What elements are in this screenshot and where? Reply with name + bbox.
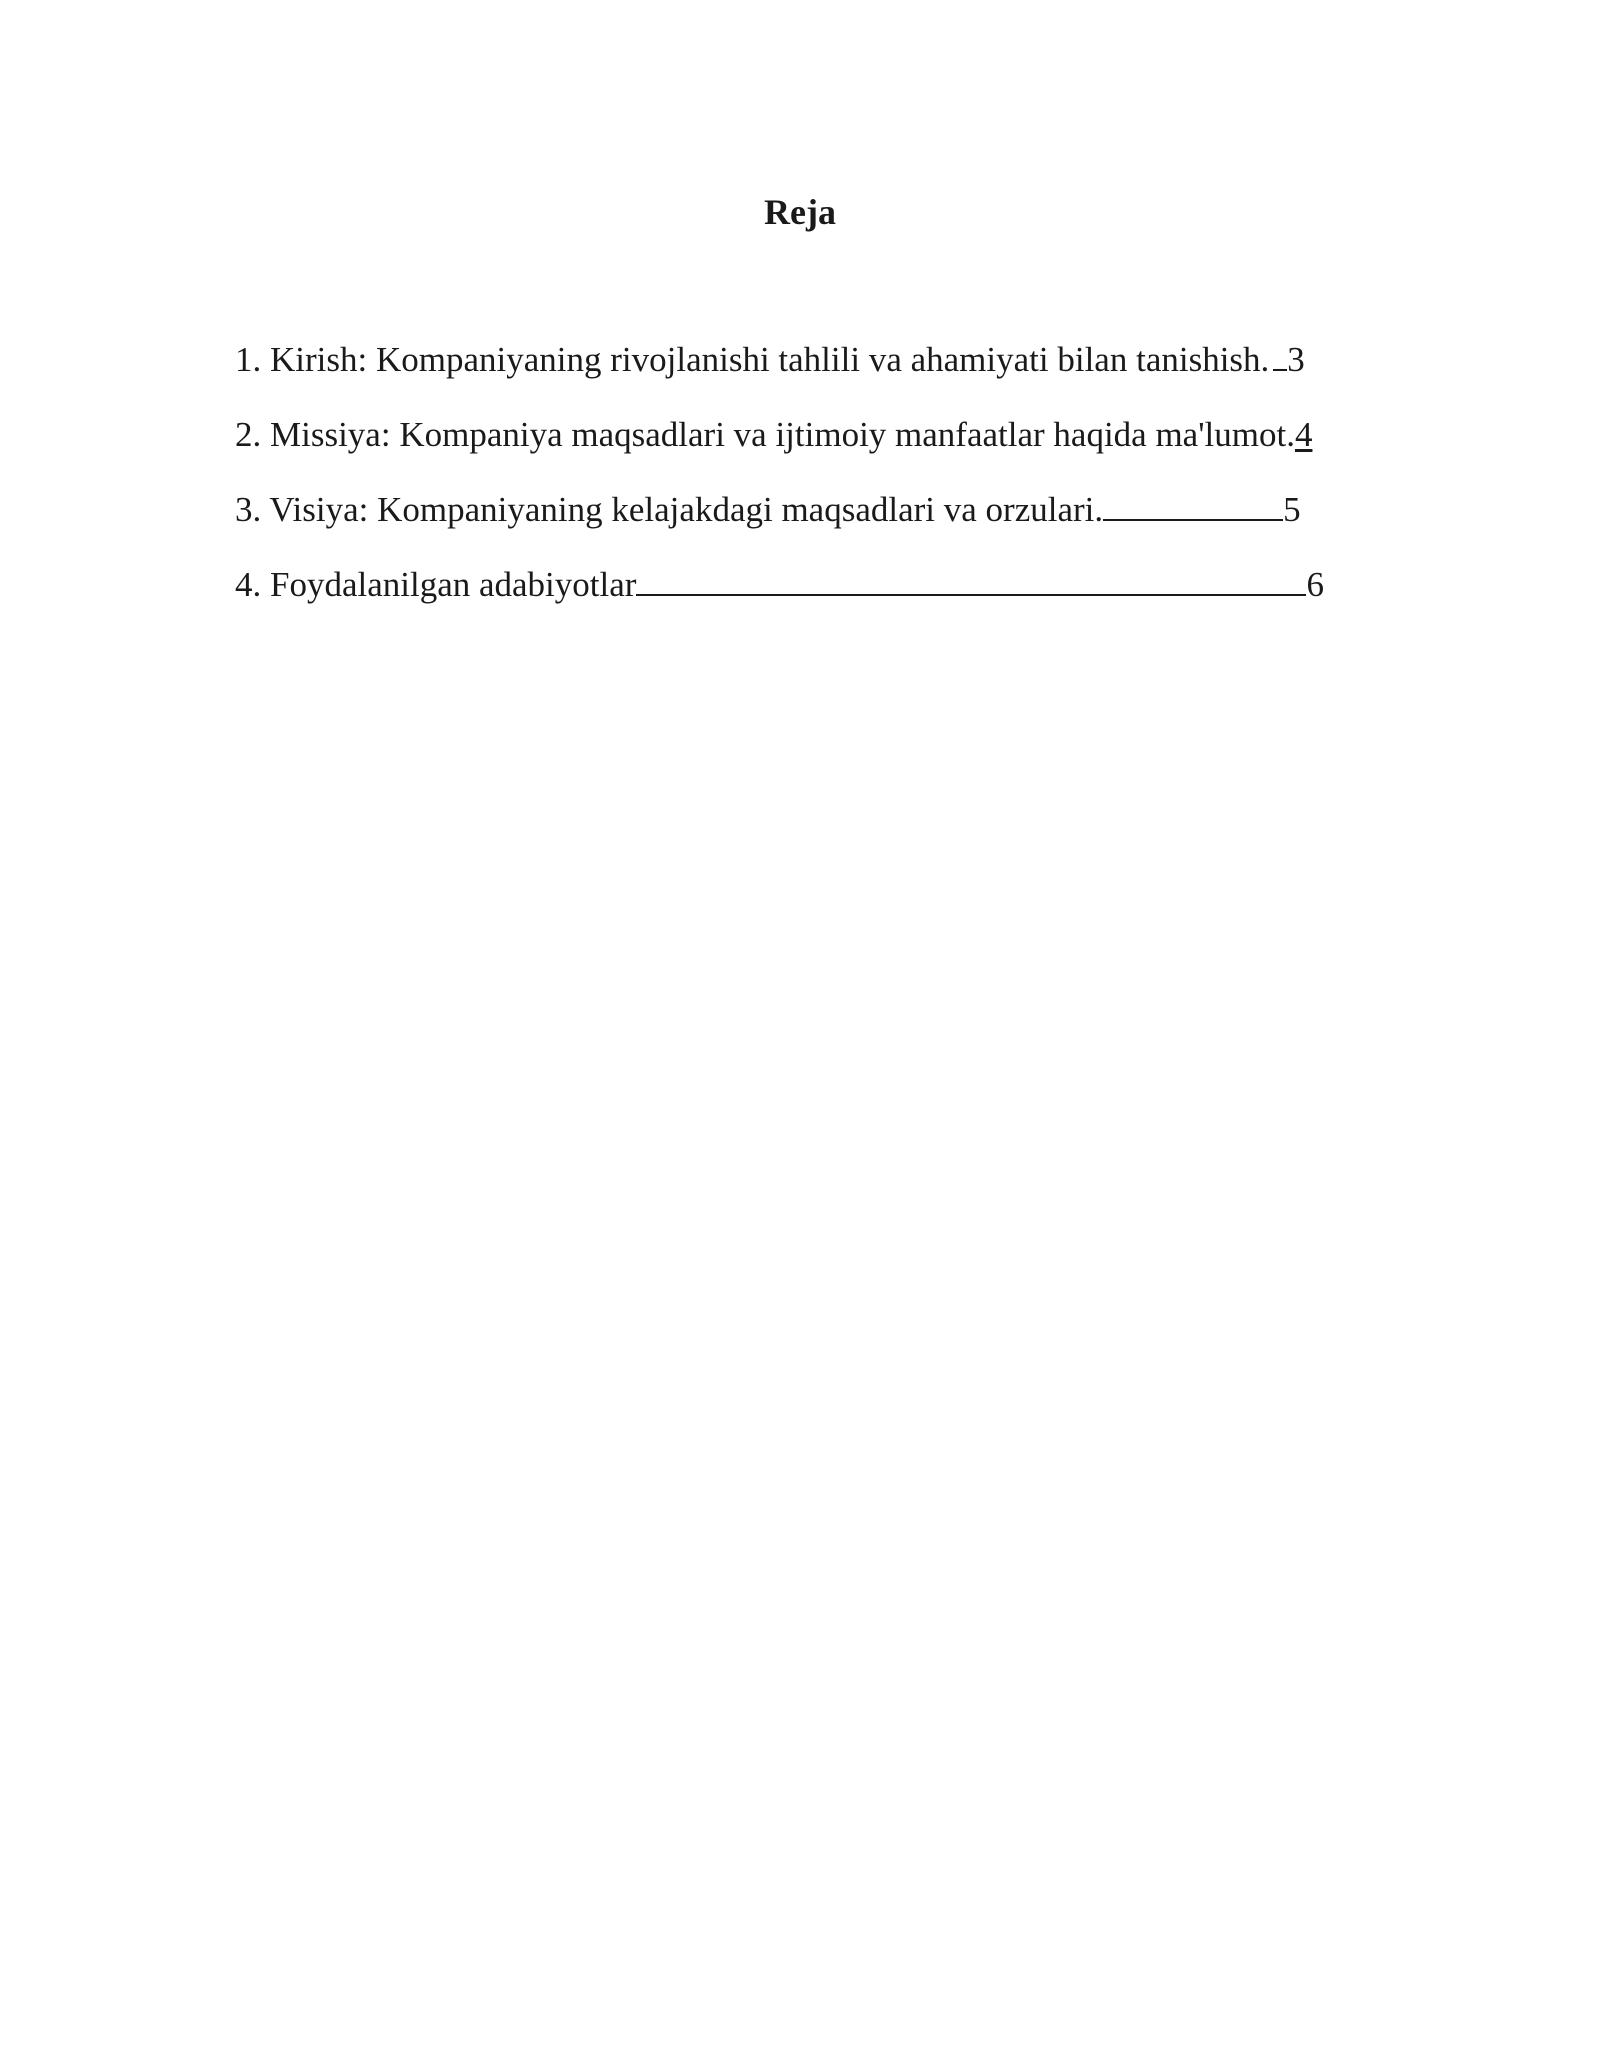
toc-entry xyxy=(235,336,1365,411)
toc-entry-page: 4 xyxy=(1294,415,1313,454)
toc-entry xyxy=(235,486,1365,561)
toc-entry-page: 3 xyxy=(1287,340,1305,379)
toc-entry-text: 4. Foydalanilgan adabiyotlar xyxy=(235,565,637,604)
toc-entry-text: 2. Missiya: Kompaniya maqsadlari va ijtimoiy manfaatlar haqida ma'lumot. xyxy=(235,415,1295,454)
toc-leader-line xyxy=(636,594,1306,596)
toc-entry-text: 3. Visiya: Kompaniyaning kelajakdagi maqsadlari va orzulari. xyxy=(235,490,1104,529)
toc-leader-line xyxy=(1273,369,1287,371)
document-title: Reja xyxy=(764,192,836,232)
toc-leader-line xyxy=(1103,519,1283,521)
toc-entry xyxy=(235,411,1365,486)
toc-entry-text: 1. Kirish: Kompaniyaning rivojlanishi tahlili va ahamiyati bilan tanishish. xyxy=(235,340,1270,379)
toc-entry-page: 5 xyxy=(1283,490,1301,529)
toc-entry xyxy=(235,561,1365,636)
toc-entry-page: 6 xyxy=(1306,565,1324,604)
table-of-contents xyxy=(235,336,1365,636)
